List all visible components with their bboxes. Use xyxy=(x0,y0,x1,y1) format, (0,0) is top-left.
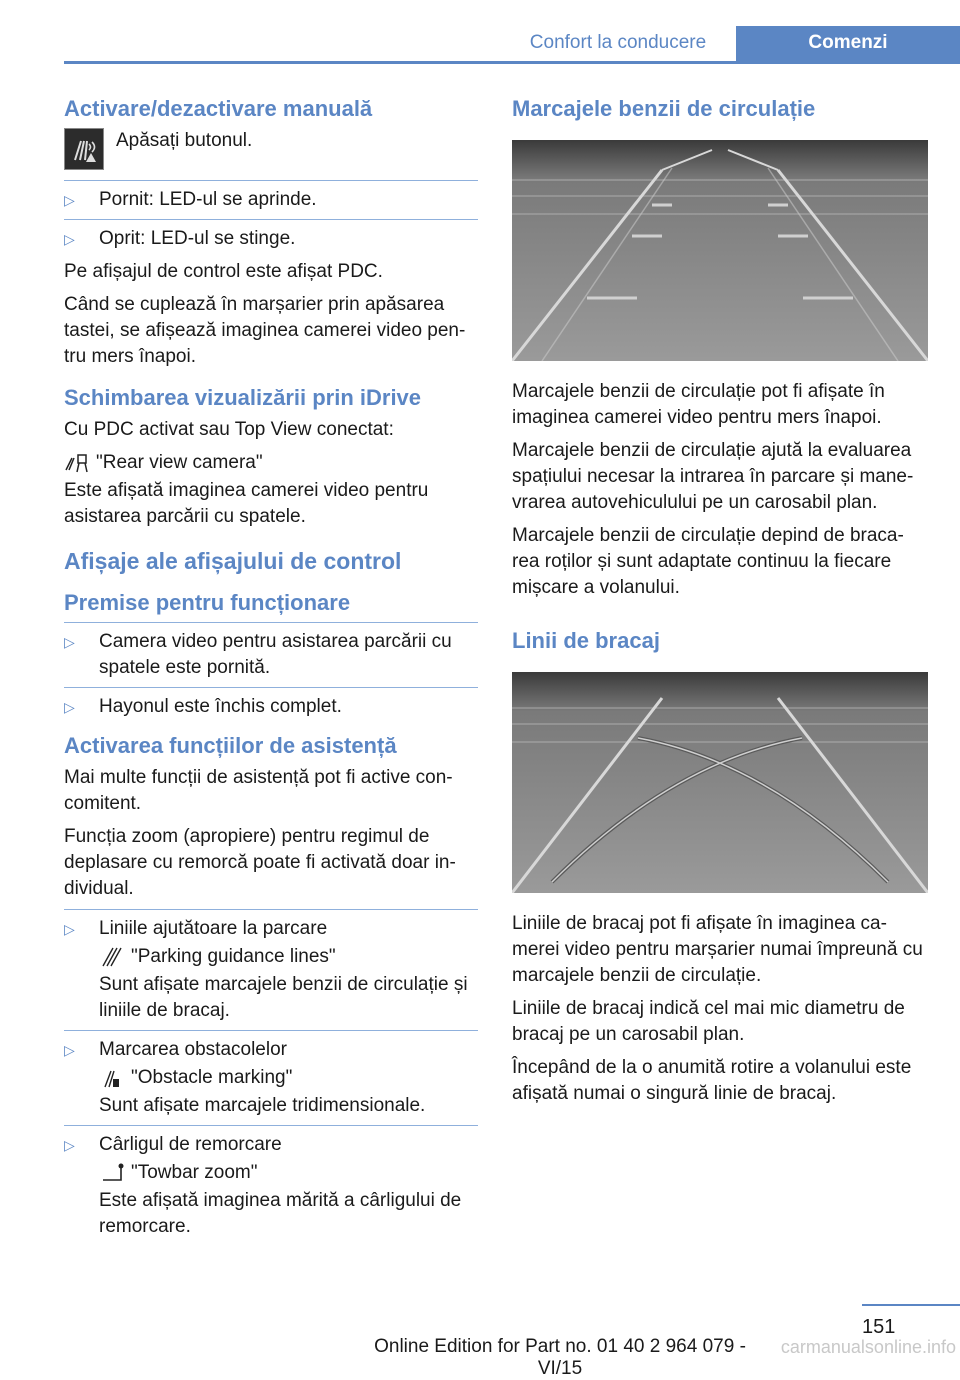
page-number: 151 xyxy=(862,1316,896,1338)
list-item: ▷ Liniile ajutătoare la parcare "Parking guidance lines" Sunt afișate marcajele benzii de circulație și liniile de bracaj. xyxy=(64,909,478,1024)
triangle-icon: ▷ xyxy=(64,231,75,247)
paragraph: Mai multe funcții de asistență pot fi active con- comitent. xyxy=(64,767,453,814)
guidance-option: "Parking guidance lines" xyxy=(99,944,478,970)
list-item: ▷ Marcarea obstacolelor "Obstacle marking" Sunt afișate marcajele tridimensionale. xyxy=(64,1030,478,1119)
list-item: ▷ Pornit: LED-ul se aprinde. xyxy=(64,187,478,213)
press-button-line xyxy=(64,128,478,170)
triangle-icon: ▷ xyxy=(64,1137,75,1153)
press-button-text: Apăsați butonul. xyxy=(116,130,253,151)
lane-markings-image xyxy=(512,140,928,361)
paragraph: Marcajele benzii de circulație ajută la evaluarea spațiului necesar la intrarea în parcare și mane- vrarea autovehiculului pe un carosabil plan. xyxy=(512,440,914,513)
heading-turning: Linii de bracaj xyxy=(512,628,660,653)
section-title: Confort la conducere xyxy=(529,32,707,53)
towbar-icon xyxy=(99,1162,125,1184)
heading-display: Afișaje ale afișajului de control xyxy=(64,548,402,574)
triangle-icon: ▷ xyxy=(64,192,75,208)
assist-list xyxy=(64,909,478,1240)
triangle-icon: ▷ xyxy=(64,1042,75,1058)
guidance-lines-icon xyxy=(99,946,125,968)
paragraph: Pe afișajul de control este afișat PDC. xyxy=(64,261,383,282)
on-off-list xyxy=(64,187,478,252)
paragraph: Funcția zoom (apropiere) pentru regimul de deplasare cu remorcă poate fi activată doar in- dividual. xyxy=(64,826,456,899)
obstacle-option: "Obstacle marking" xyxy=(99,1065,478,1091)
right-column xyxy=(512,95,928,1114)
heading-manual: Activare/dezactivare manuală xyxy=(64,96,373,121)
towbar-option: "Towbar zoom" xyxy=(99,1160,478,1186)
triangle-icon: ▷ xyxy=(64,634,75,650)
premise-list xyxy=(64,622,478,720)
list-item: ▷ Oprit: LED-ul se stinge. xyxy=(64,219,478,252)
left-column xyxy=(64,95,478,1247)
list-item: ▷ Hayonul este închis complet. xyxy=(64,687,478,720)
paragraph: Începând de la o anumită rotire a volanului este afișată numai o singură linie de bracaj. xyxy=(512,1057,912,1104)
list-item: ▷ Cârligul de remorcare "Towbar zoom" Este afișată imaginea mărită a cârligului de remorcare. xyxy=(64,1125,478,1240)
chapter-tab: Comenzi xyxy=(736,26,960,62)
footer-rule xyxy=(862,1304,960,1306)
paragraph: Marcajele benzii de circulație pot fi afișate în imaginea camerei video pentru mers înapoi. xyxy=(512,381,885,428)
header-rule xyxy=(64,61,960,64)
paragraph: Este afișată imaginea camerei video pentru asistarea parcării cu spatele. xyxy=(64,480,429,527)
triangle-icon: ▷ xyxy=(64,921,75,937)
rear-camera-icon xyxy=(64,452,90,474)
page-header xyxy=(0,0,960,62)
heading-assist: Activarea funcțiilor de asistență xyxy=(64,733,397,758)
option-label: "Rear view camera" xyxy=(96,452,263,473)
paragraph: Marcajele benzii de circulație depind de braca- rea roților și sunt adaptate continuu la fiecare mișcare a volanului. xyxy=(512,525,904,598)
pdc-button-icon xyxy=(64,128,104,170)
watermark: carmanualsonline.info xyxy=(780,1337,956,1357)
paragraph: Când se cuplează în marșarier prin apăsarea tastei, se afișează imaginea camerei video pen- tru mers înapoi. xyxy=(64,294,466,367)
heading-lanes: Marcajele benzii de circulație xyxy=(512,96,816,121)
obstacle-marking-icon xyxy=(99,1067,125,1089)
heading-idrive: Schimbarea vizualizării prin iDrive xyxy=(64,385,422,410)
turning-lines-image xyxy=(512,672,928,893)
paragraph: Liniile de bracaj pot fi afișate în imaginea ca- merei video pentru marșarier numai împreună cu marcajele benzii de circulație. xyxy=(512,913,923,986)
triangle-icon: ▷ xyxy=(64,699,75,715)
heading-premise: Premise pentru funcționare xyxy=(64,590,351,615)
list-item: ▷ Camera video pentru asistarea parcării cu spatele este pornită. xyxy=(64,622,478,681)
rear-view-option xyxy=(64,450,478,476)
paragraph: Liniile de bracaj indică cel mai mic diametru de bracaj pe un carosabil plan. xyxy=(512,998,905,1045)
edition-text: Online Edition for Part no. 01 40 2 964 079 - VI/15 xyxy=(374,1336,746,1379)
paragraph: Cu PDC activat sau Top View conectat: xyxy=(64,419,394,440)
divider xyxy=(64,180,478,181)
